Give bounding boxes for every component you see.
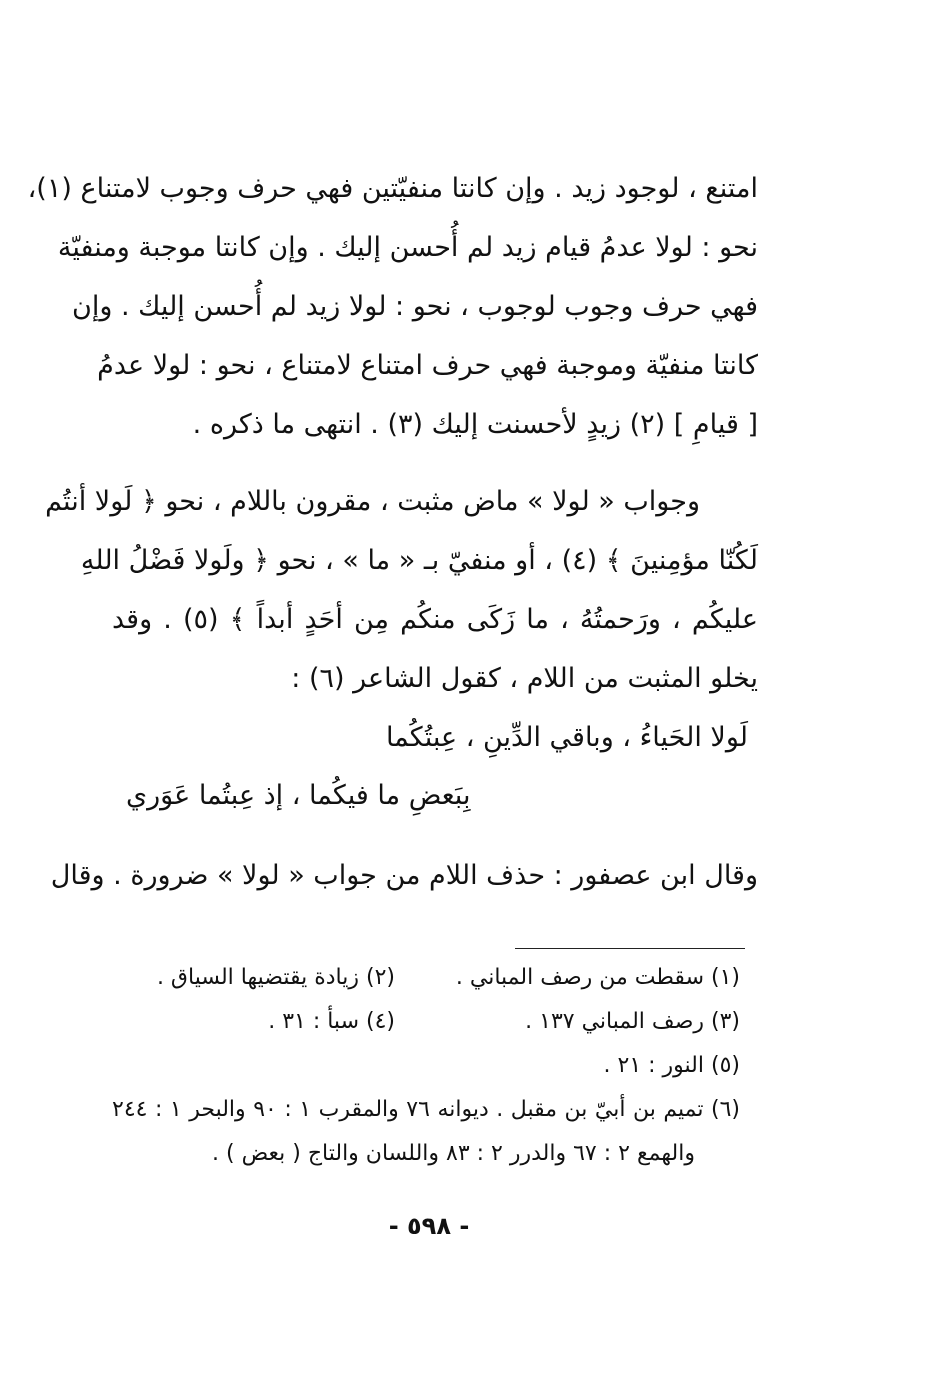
footnote-3: (٣) رصف المباني ١٣٧ . <box>525 1009 740 1034</box>
footnote-5: (٥) النور : ٢١ . <box>603 1053 740 1078</box>
footnote-6-continued: والهمع ٢ : ٦٧ والدرر ٢ : ٨٣ واللسان والتاج ( بعض ) . <box>212 1141 695 1166</box>
text-line: يخلو المثبت من اللام ، كقول الشاعر (٦) : <box>291 663 758 694</box>
footnote-divider <box>515 948 745 949</box>
footnote-6: (٦) تميم بن أبيّ بن مقبل . ديوانه ٧٦ والمقرب ١ : ٩٠ والبحر ١ : ٢٤٤ <box>112 1097 741 1122</box>
footnotes <box>112 965 740 1185</box>
footnote-2: (٢) زيادة يقتضيها السياق . <box>156 965 395 990</box>
footnote-4: (٤) سبأ : ٣١ . <box>268 1009 395 1034</box>
main-text <box>27 173 758 921</box>
text-line: امتنع ، لوجود زيد . وإن كانتا منفيّتين فهي حرف وجوب لامتناع (١)، <box>27 173 758 204</box>
footnote-row <box>112 965 740 1009</box>
text-line: وقال ابن عصفور : حذف اللام من جواب « لولا » ضرورة . وقال <box>50 860 758 891</box>
text-line: لَكُنّا مؤمِنينَ ﴾ (٤) ، أو منفيّ بـ « ما » ، نحو ﴿ ولَولا فَضْلُ اللهِ <box>80 545 758 576</box>
text-line: وجواب « لولا » ماض مثبت ، مقرون باللام ، نحو ﴿ لَولا أنتُم <box>45 486 700 517</box>
text-line: كانتا منفيّة وموجبة فهي حرف امتناع لامتناع ، نحو : لولا عدمُ <box>97 350 758 381</box>
text-line: عليكُم ، ورَحمتُهُ ، ما زَكَى منكُم مِن أحَدٍ أبداً ﴾ (٥) . وقد <box>112 604 758 635</box>
footnote-row <box>112 1009 740 1053</box>
text-line: نحو : لولا عدمُ قيام زيد لم أُحسن إليك . وإن كانتا موجبة ومنفيّة <box>57 232 758 263</box>
footnote-row <box>112 1141 740 1185</box>
footnote-row <box>112 1053 740 1097</box>
footnote-row <box>112 1097 740 1141</box>
page-number: - ٥٩٨ - <box>388 1212 470 1240</box>
footnote-1: (١) سقطت من رصف المباني . <box>455 965 740 990</box>
verse-second-hemistich: بِبَعضِ ما فيكُما ، إذ عِبتُما عَوَري <box>126 780 471 811</box>
verse-first-hemistich: لَولا الحَياءُ ، وباقي الدِّينِ ، عِبتُكُما <box>385 722 748 753</box>
text-line: [ قيامِ ] (٢) زيدٍ لأحسنت إليك (٣) . انتهى ما ذكره . <box>192 409 758 440</box>
text-line: فهي حرف وجوب لوجوب ، نحو : لولا زيد لم أُحسن إليك . وإن <box>72 291 758 322</box>
